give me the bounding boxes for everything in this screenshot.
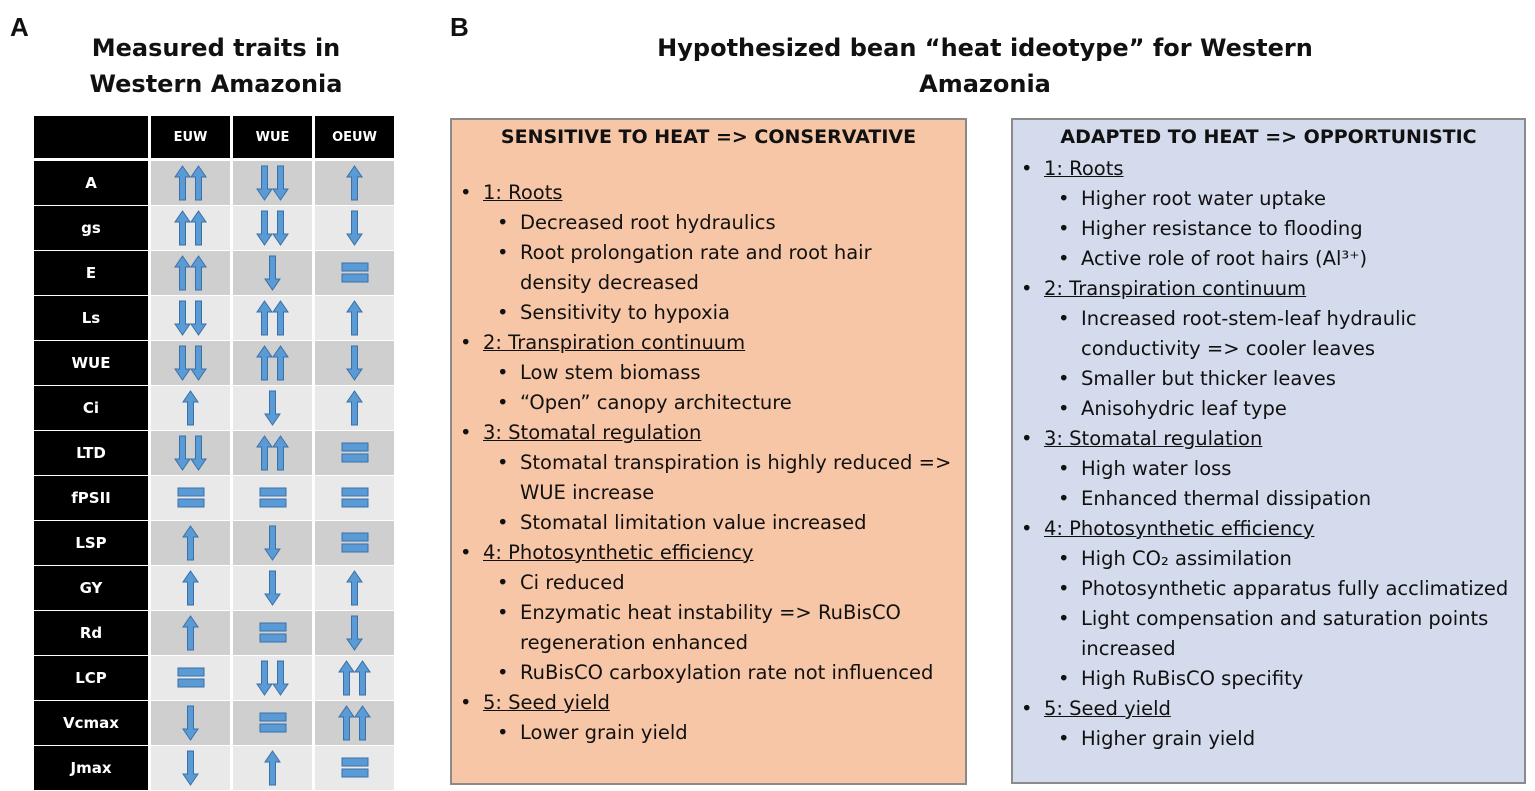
equal-bar bbox=[342, 454, 368, 462]
up-arrow-shape bbox=[355, 706, 370, 740]
down-arrow-shape bbox=[257, 211, 272, 245]
trait-value-cell-wue bbox=[233, 206, 312, 250]
trait-value-cell-euw bbox=[151, 296, 230, 340]
trait-row-fpsii bbox=[34, 475, 398, 520]
trait-value-cell-euw bbox=[151, 566, 230, 610]
bullet-icon: • bbox=[497, 211, 509, 234]
trait-value-cell-oeuw bbox=[315, 251, 394, 295]
bullet-icon: • bbox=[497, 511, 509, 534]
section-heading bbox=[1021, 274, 1511, 304]
bullet-item-text: Lower grain yield bbox=[520, 721, 688, 744]
bullet-item-text: Low stem biomass bbox=[520, 361, 701, 384]
trait-value-cell-oeuw bbox=[315, 161, 394, 205]
bullet-item-text: RuBisCO carboxylation rate not influenced bbox=[520, 661, 934, 684]
trait-value-cell-oeuw bbox=[315, 656, 394, 700]
double-up-arrow-icon bbox=[256, 435, 289, 471]
bullet-icon: • bbox=[1058, 187, 1070, 210]
bullet-icon: • bbox=[497, 661, 509, 684]
section-heading-text: 1: Roots bbox=[483, 181, 563, 204]
bullet-icon: • bbox=[460, 691, 472, 714]
double-up-arrow-icon bbox=[174, 165, 207, 201]
up-arrow-icon bbox=[182, 615, 199, 651]
column-header-oeuw: OEUW bbox=[315, 116, 394, 158]
trait-label: fPSII bbox=[34, 476, 148, 520]
trait-value-cell-oeuw bbox=[315, 701, 394, 745]
trait-label: Rd bbox=[34, 611, 148, 655]
down-arrow-shape bbox=[191, 301, 206, 335]
bullet-item-text: Light compensation and saturation points increased bbox=[1081, 607, 1489, 660]
trait-value-cell-euw bbox=[151, 746, 230, 790]
up-arrow-icon bbox=[346, 300, 363, 336]
equal-bar bbox=[342, 544, 368, 552]
down-arrow-icon bbox=[264, 525, 281, 561]
equal-sign-icon bbox=[177, 667, 205, 689]
section-heading-text: 1: Roots bbox=[1044, 157, 1124, 180]
trait-label: E bbox=[34, 251, 148, 295]
trait-value-cell-euw bbox=[151, 521, 230, 565]
conservative-box-title: SENSITIVE TO HEAT => CONSERVATIVE bbox=[500, 126, 917, 148]
bullet-icon: • bbox=[1021, 697, 1033, 720]
bullet-icon: • bbox=[460, 331, 472, 354]
double-down-arrow-icon bbox=[174, 435, 207, 471]
equal-bar bbox=[342, 488, 368, 496]
equal-sign-icon bbox=[341, 262, 369, 284]
trait-value-cell-wue bbox=[233, 161, 312, 205]
section-heading bbox=[460, 538, 950, 568]
bullet-icon: • bbox=[1058, 367, 1070, 390]
trait-value-cell-wue bbox=[233, 431, 312, 475]
up-arrow-shape bbox=[183, 571, 198, 605]
equal-bar bbox=[260, 499, 286, 507]
trait-row-e bbox=[34, 250, 398, 295]
trait-value-cell-wue bbox=[233, 701, 312, 745]
up-arrow-shape bbox=[175, 166, 190, 200]
trait-row-wue bbox=[34, 340, 398, 385]
trait-table bbox=[34, 116, 398, 790]
trait-value-cell-oeuw bbox=[315, 476, 394, 520]
equal-bar bbox=[342, 769, 368, 777]
bullet-item-text: Higher root water uptake bbox=[1081, 187, 1327, 210]
down-arrow-shape bbox=[191, 346, 206, 380]
trait-value-cell-wue bbox=[233, 611, 312, 655]
up-arrow-shape bbox=[347, 301, 362, 335]
trait-value-cell-euw bbox=[151, 341, 230, 385]
trait-value-cell-wue bbox=[233, 251, 312, 295]
bullet-item-text: Decreased root hydraulics bbox=[520, 211, 776, 234]
bullet-icon: • bbox=[497, 301, 509, 324]
down-arrow-shape bbox=[191, 436, 206, 470]
bullet-item-text: Root prolongation rate and root hair density decreased bbox=[520, 241, 872, 294]
trait-row-ci bbox=[34, 385, 398, 430]
up-arrow-shape bbox=[347, 166, 362, 200]
trait-value-cell-euw bbox=[151, 611, 230, 655]
bullet-icon: • bbox=[497, 451, 509, 474]
up-arrow-icon bbox=[182, 570, 199, 606]
double-up-arrow-icon bbox=[174, 255, 207, 291]
section-heading-text: 4: Photosynthetic efficiency bbox=[1044, 517, 1315, 540]
trait-value-cell-wue bbox=[233, 656, 312, 700]
trait-label: GY bbox=[34, 566, 148, 610]
trait-value-cell-oeuw bbox=[315, 386, 394, 430]
trait-value-cell-oeuw bbox=[315, 746, 394, 790]
bullet-icon: • bbox=[460, 541, 472, 564]
bullet-item-text: High RuBisCO specifity bbox=[1081, 667, 1304, 690]
down-arrow-shape bbox=[257, 166, 272, 200]
trait-label: LTD bbox=[34, 431, 148, 475]
trait-row-vcmax bbox=[34, 700, 398, 745]
up-arrow-shape bbox=[183, 526, 198, 560]
trait-value-cell-oeuw bbox=[315, 341, 394, 385]
section-heading bbox=[1021, 514, 1511, 544]
down-arrow-icon bbox=[182, 705, 199, 741]
bullet-item-text: Anisohydric leaf type bbox=[1081, 397, 1287, 420]
trait-value-cell-euw bbox=[151, 431, 230, 475]
section-heading-text: 2: Transpiration continuum bbox=[483, 331, 746, 354]
trait-row-ls bbox=[34, 295, 398, 340]
equal-bar bbox=[178, 488, 204, 496]
trait-label: LCP bbox=[34, 656, 148, 700]
double-down-arrow-icon bbox=[174, 345, 207, 381]
down-arrow-shape bbox=[273, 166, 288, 200]
trait-value-cell-euw bbox=[151, 656, 230, 700]
up-arrow-shape bbox=[191, 256, 206, 290]
column-header-euw: EUW bbox=[151, 116, 230, 158]
down-arrow-shape bbox=[273, 661, 288, 695]
trait-value-cell-wue bbox=[233, 566, 312, 610]
up-arrow-shape bbox=[175, 211, 190, 245]
trait-row-jmax bbox=[34, 745, 398, 790]
equal-sign-icon bbox=[177, 487, 205, 509]
bullet-item-text: Active role of root hairs (Al³⁺) bbox=[1081, 247, 1368, 270]
header-corner-cell bbox=[34, 116, 148, 158]
up-arrow-shape bbox=[347, 391, 362, 425]
trait-value-cell-oeuw bbox=[315, 521, 394, 565]
up-arrow-shape bbox=[175, 256, 190, 290]
bullet-icon: • bbox=[460, 421, 472, 444]
double-down-arrow-icon bbox=[256, 660, 289, 696]
down-arrow-shape bbox=[183, 751, 198, 785]
down-arrow-shape bbox=[273, 211, 288, 245]
up-arrow-shape bbox=[339, 706, 354, 740]
trait-value-cell-wue bbox=[233, 521, 312, 565]
section-heading bbox=[460, 418, 950, 448]
trait-label: Jmax bbox=[34, 746, 148, 790]
trait-label: Vcmax bbox=[34, 701, 148, 745]
bullet-icon: • bbox=[497, 601, 509, 624]
bullet-icon: • bbox=[1021, 517, 1033, 540]
bullet-icon: • bbox=[497, 571, 509, 594]
trait-value-cell-wue bbox=[233, 341, 312, 385]
equal-sign-icon bbox=[259, 622, 287, 644]
up-arrow-shape bbox=[183, 391, 198, 425]
down-arrow-shape bbox=[265, 571, 280, 605]
trait-row-rd bbox=[34, 610, 398, 655]
up-arrow-icon bbox=[346, 570, 363, 606]
up-arrow-icon bbox=[346, 165, 363, 201]
trait-value-cell-euw bbox=[151, 251, 230, 295]
bullet-icon: • bbox=[497, 361, 509, 384]
equal-sign-icon bbox=[341, 442, 369, 464]
bullet-icon: • bbox=[1058, 547, 1070, 570]
opportunistic-box bbox=[1011, 118, 1526, 784]
up-arrow-shape bbox=[183, 616, 198, 650]
bullet-icon: • bbox=[497, 721, 509, 744]
section-heading bbox=[1021, 694, 1511, 724]
trait-row-lcp bbox=[34, 655, 398, 700]
bullet-icon: • bbox=[1058, 577, 1070, 600]
panel-a-title bbox=[34, 30, 398, 102]
equal-sign-icon bbox=[341, 757, 369, 779]
bullet-icon: • bbox=[1058, 487, 1070, 510]
bullet-item-text: High water loss bbox=[1081, 457, 1232, 480]
panel-a-title-line1: Measured traits in bbox=[91, 34, 341, 62]
bullet-item-text: Higher resistance to flooding bbox=[1081, 217, 1363, 240]
up-arrow-shape bbox=[273, 346, 288, 380]
column-header-wue: WUE bbox=[233, 116, 312, 158]
bullet-item-text: Photosynthetic apparatus fully acclimatized bbox=[1081, 577, 1509, 600]
bullet-icon: • bbox=[460, 181, 472, 204]
bullet-item-text: Increased root-stem-leaf hydraulic conductivity => cooler leaves bbox=[1081, 307, 1417, 360]
trait-table-header bbox=[34, 116, 398, 158]
equal-bar bbox=[178, 668, 204, 676]
trait-label: A bbox=[34, 161, 148, 205]
opportunistic-box-title: ADAPTED TO HEAT => OPPORTUNISTIC bbox=[1060, 126, 1477, 148]
up-arrow-shape bbox=[265, 751, 280, 785]
down-arrow-shape bbox=[183, 706, 198, 740]
section-heading-text: 5: Seed yield bbox=[483, 691, 610, 714]
section-heading-text: 5: Seed yield bbox=[1044, 697, 1171, 720]
bullet-item-text: “Open” canopy architecture bbox=[520, 391, 792, 414]
equal-bar bbox=[342, 499, 368, 507]
equal-sign-icon bbox=[259, 712, 287, 734]
up-arrow-shape bbox=[257, 346, 272, 380]
panel-b-title bbox=[640, 30, 1330, 102]
up-arrow-shape bbox=[347, 571, 362, 605]
panel-b-title-line2: Amazonia bbox=[919, 70, 1051, 98]
down-arrow-shape bbox=[347, 211, 362, 245]
down-arrow-icon bbox=[346, 615, 363, 651]
section-heading bbox=[460, 688, 950, 718]
trait-row-gs bbox=[34, 205, 398, 250]
bullet-item-text: High CO₂ assimilation bbox=[1081, 547, 1292, 570]
trait-label: Ls bbox=[34, 296, 148, 340]
up-arrow-shape bbox=[257, 301, 272, 335]
bullet-item-text: Enhanced thermal dissipation bbox=[1081, 487, 1372, 510]
bullet-icon: • bbox=[1058, 607, 1070, 630]
down-arrow-icon bbox=[264, 570, 281, 606]
equal-bar bbox=[260, 713, 286, 721]
down-arrow-icon bbox=[346, 345, 363, 381]
bullet-item-text: Ci reduced bbox=[520, 571, 625, 594]
bullet-icon: • bbox=[1058, 397, 1070, 420]
trait-value-cell-euw bbox=[151, 476, 230, 520]
equal-sign-icon bbox=[259, 487, 287, 509]
trait-value-cell-wue bbox=[233, 296, 312, 340]
bullet-item-text: Sensitivity to hypoxia bbox=[520, 301, 731, 324]
equal-sign-icon bbox=[341, 487, 369, 509]
down-arrow-shape bbox=[257, 661, 272, 695]
down-arrow-shape bbox=[175, 346, 190, 380]
bullet-icon: • bbox=[1058, 247, 1070, 270]
trait-value-cell-wue bbox=[233, 476, 312, 520]
up-arrow-icon bbox=[346, 390, 363, 426]
trait-value-cell-oeuw bbox=[315, 206, 394, 250]
section-heading bbox=[1021, 154, 1511, 184]
bullet-item-text: Enzymatic heat instability => RuBisCO regeneration enhanced bbox=[520, 601, 901, 654]
bullet-icon: • bbox=[1058, 457, 1070, 480]
trait-table-body bbox=[34, 161, 398, 790]
section-heading-text: 3: Stomatal regulation bbox=[1044, 427, 1263, 450]
trait-value-cell-euw bbox=[151, 206, 230, 250]
section-heading-text: 3: Stomatal regulation bbox=[483, 421, 702, 444]
double-down-arrow-icon bbox=[256, 210, 289, 246]
down-arrow-shape bbox=[347, 616, 362, 650]
up-arrow-shape bbox=[257, 436, 272, 470]
trait-value-cell-euw bbox=[151, 161, 230, 205]
equal-bar bbox=[342, 263, 368, 271]
bullet-item-text: Stomatal limitation value increased bbox=[520, 511, 867, 534]
bullet-item-text: Smaller but thicker leaves bbox=[1081, 367, 1336, 390]
down-arrow-icon bbox=[182, 750, 199, 786]
bullet-icon: • bbox=[1021, 157, 1033, 180]
trait-value-cell-wue bbox=[233, 746, 312, 790]
down-arrow-shape bbox=[175, 436, 190, 470]
trait-label: gs bbox=[34, 206, 148, 250]
equal-sign-icon bbox=[341, 532, 369, 554]
trait-row-gy bbox=[34, 565, 398, 610]
equal-bar bbox=[260, 724, 286, 732]
equal-bar bbox=[260, 623, 286, 631]
panel-letter-a: A bbox=[10, 12, 29, 42]
up-arrow-shape bbox=[273, 301, 288, 335]
equal-bar bbox=[260, 488, 286, 496]
down-arrow-shape bbox=[265, 526, 280, 560]
up-arrow-shape bbox=[339, 661, 354, 695]
bullet-icon: • bbox=[1058, 667, 1070, 690]
section-heading bbox=[460, 328, 950, 358]
trait-value-cell-euw bbox=[151, 386, 230, 430]
up-arrow-icon bbox=[182, 390, 199, 426]
equal-bar bbox=[178, 679, 204, 687]
trait-value-cell-wue bbox=[233, 386, 312, 430]
bullet-icon: • bbox=[497, 391, 509, 414]
bullet-icon: • bbox=[1058, 727, 1070, 750]
section-heading bbox=[460, 178, 950, 208]
panel-letter-b: B bbox=[450, 12, 469, 42]
trait-row-a bbox=[34, 161, 398, 205]
trait-label: WUE bbox=[34, 341, 148, 385]
bullet-icon: • bbox=[1058, 307, 1070, 330]
double-up-arrow-icon bbox=[174, 210, 207, 246]
double-down-arrow-icon bbox=[174, 300, 207, 336]
down-arrow-shape bbox=[265, 391, 280, 425]
panel-b-title-line1: Hypothesized bean “heat ideotype” for Western bbox=[657, 34, 1313, 62]
equal-bar bbox=[260, 634, 286, 642]
section-heading-text: 2: Transpiration continuum bbox=[1044, 277, 1307, 300]
equal-bar bbox=[342, 758, 368, 766]
trait-value-cell-oeuw bbox=[315, 296, 394, 340]
bullet-icon: • bbox=[1058, 217, 1070, 240]
up-arrow-shape bbox=[191, 166, 206, 200]
equal-bar bbox=[178, 499, 204, 507]
trait-value-cell-euw bbox=[151, 701, 230, 745]
trait-value-cell-oeuw bbox=[315, 566, 394, 610]
down-arrow-icon bbox=[264, 390, 281, 426]
down-arrow-shape bbox=[347, 346, 362, 380]
down-arrow-icon bbox=[264, 255, 281, 291]
trait-label: LSP bbox=[34, 521, 148, 565]
trait-row-lsp bbox=[34, 520, 398, 565]
up-arrow-shape bbox=[355, 661, 370, 695]
bullet-icon: • bbox=[497, 241, 509, 264]
section-heading-text: 4: Photosynthetic efficiency bbox=[483, 541, 754, 564]
bullet-icon: • bbox=[1021, 427, 1033, 450]
up-arrow-icon bbox=[182, 525, 199, 561]
section-heading bbox=[1021, 424, 1511, 454]
equal-bar bbox=[342, 443, 368, 451]
down-arrow-icon bbox=[346, 210, 363, 246]
equal-bar bbox=[342, 274, 368, 282]
trait-value-cell-oeuw bbox=[315, 431, 394, 475]
double-down-arrow-icon bbox=[256, 165, 289, 201]
trait-label: Ci bbox=[34, 386, 148, 430]
up-arrow-shape bbox=[191, 211, 206, 245]
double-up-arrow-icon bbox=[256, 345, 289, 381]
down-arrow-shape bbox=[175, 301, 190, 335]
down-arrow-shape bbox=[265, 256, 280, 290]
trait-value-cell-oeuw bbox=[315, 611, 394, 655]
double-up-arrow-icon bbox=[338, 705, 371, 741]
equal-bar bbox=[342, 533, 368, 541]
double-up-arrow-icon bbox=[338, 660, 371, 696]
up-arrow-shape bbox=[273, 436, 288, 470]
bullet-item-text: Stomatal transpiration is highly reduced => WUE increase bbox=[520, 451, 952, 504]
up-arrow-icon bbox=[264, 750, 281, 786]
double-up-arrow-icon bbox=[256, 300, 289, 336]
bullet-icon: • bbox=[1021, 277, 1033, 300]
panel-a-title-line2: Western Amazonia bbox=[89, 70, 343, 98]
trait-row-ltd bbox=[34, 430, 398, 475]
bullet-item-text: Higher grain yield bbox=[1081, 727, 1256, 750]
conservative-box bbox=[450, 118, 967, 785]
